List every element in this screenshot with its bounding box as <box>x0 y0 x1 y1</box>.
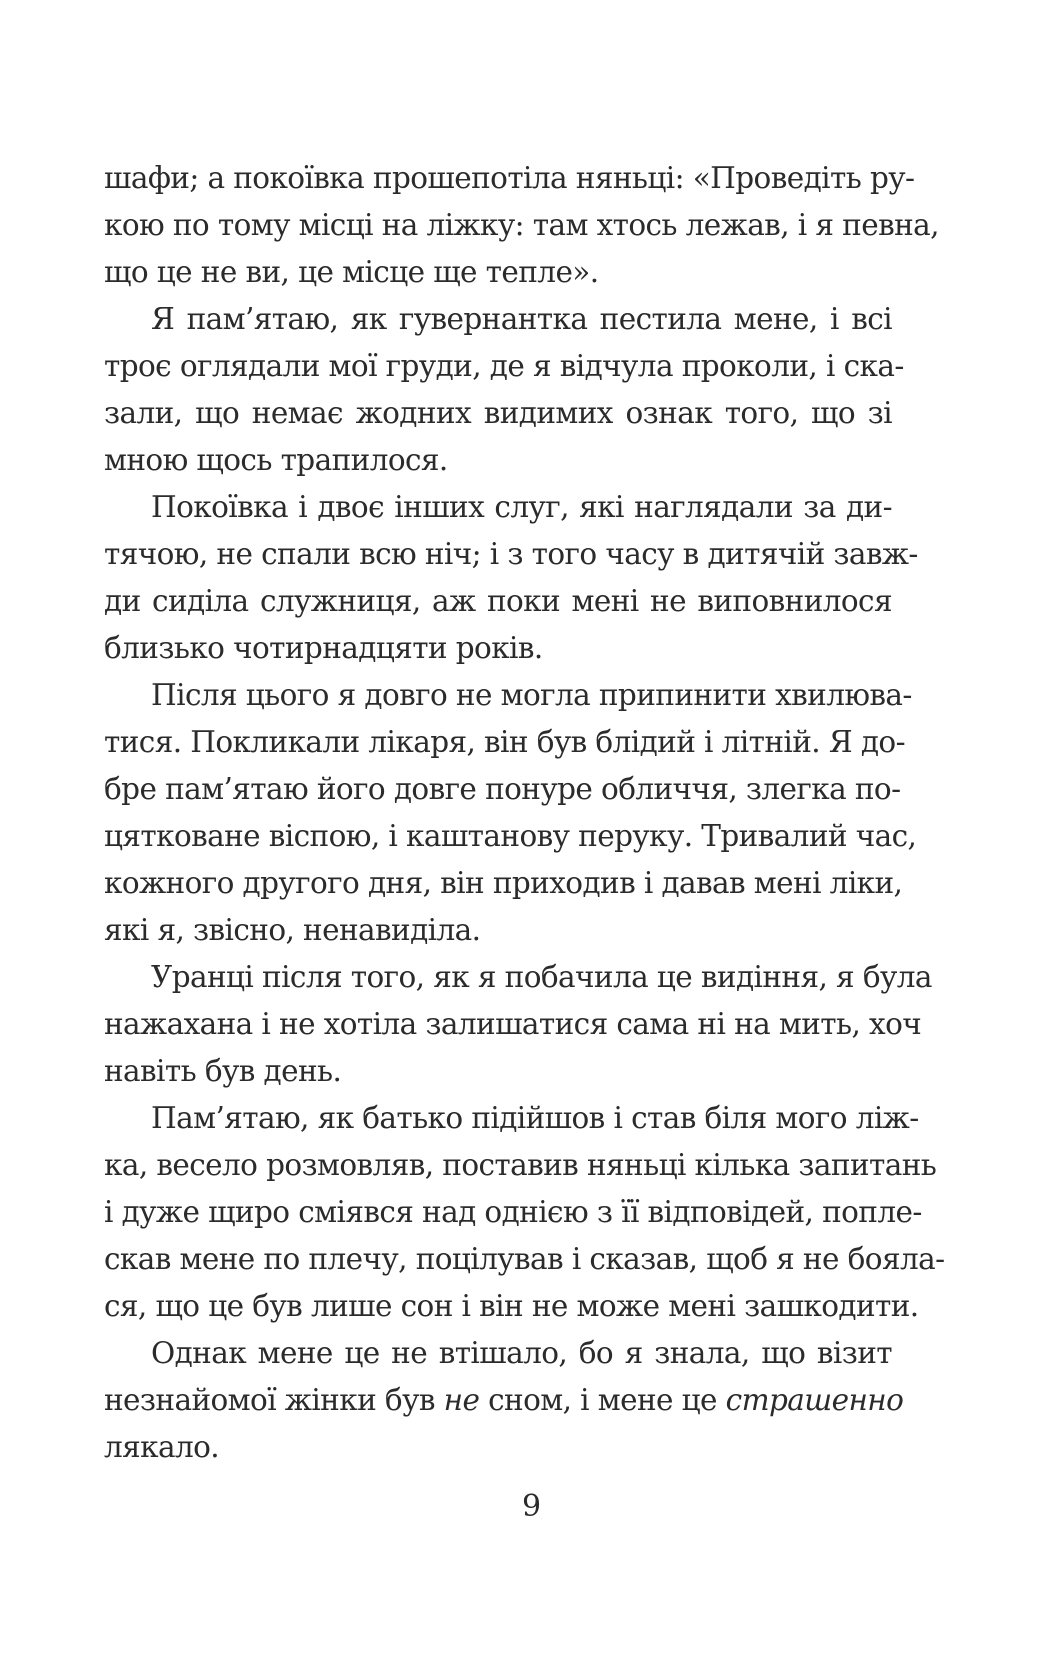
line-text: незнайомої жінки був <box>104 1383 444 1417</box>
text-line <box>104 1001 922 1048</box>
text-line <box>104 1330 892 1377</box>
line-text: Уранці після того, як я побачила це видіння, я була <box>151 960 932 994</box>
line-text: Однак мене це не втішало, бо я знала, що візит <box>151 1336 892 1370</box>
italic-text: страшенно <box>725 1383 904 1417</box>
line-text: скав мене по плечу, поцілував і сказав, щоб я не бояла- <box>104 1242 945 1276</box>
text-line <box>104 1142 937 1189</box>
line-text: кожного другого дня, він приходив і давав мені ліки, <box>104 866 903 900</box>
line-text: Після цього я довго не могла припинити хвилюва- <box>151 678 912 712</box>
line-text: троє оглядали мої груди, де я відчула проколи, і ска- <box>104 349 904 383</box>
line-text: Я пам’ятаю, як гувернантка пестила мене, і всі <box>151 302 892 336</box>
body-text <box>104 155 945 1471</box>
text-line <box>104 1189 922 1236</box>
line-text: Пам’ятаю, як батько підійшов і став біля мого ліж- <box>151 1101 919 1135</box>
text-line <box>104 1048 892 1095</box>
text-line <box>104 954 932 1001</box>
line-text: зали, що немає жодних видимих ознак того, що зі <box>104 396 892 430</box>
line-text: сном, і мене це <box>479 1383 726 1417</box>
line-text: тячою, не спали всю ніч; і з того часу в дитячій завж- <box>104 537 918 571</box>
line-text: кою по тому місці на ліжку: там хтось лежав, і я певна, <box>104 208 939 242</box>
text-line <box>104 1236 945 1283</box>
text-line <box>104 625 892 672</box>
line-text: ка, весело розмовляв, поставив няньці кілька запитань <box>104 1148 937 1182</box>
line-text: Покоївка і двоє інших слуг, які наглядали за ди- <box>151 490 892 524</box>
text-line <box>104 202 939 249</box>
text-line <box>104 907 892 954</box>
text-line <box>104 531 918 578</box>
text-line <box>104 296 892 343</box>
text-line <box>104 437 892 484</box>
line-text: близько чотирнадцяти років. <box>104 631 543 665</box>
text-line <box>104 155 915 202</box>
line-text: лякало. <box>104 1430 220 1464</box>
line-text: ди сиділа служниця, аж поки мені не виповнилося <box>104 584 892 618</box>
text-line <box>104 719 905 766</box>
text-line <box>104 1283 919 1330</box>
text-line <box>104 1424 892 1471</box>
text-line <box>104 343 904 390</box>
text-line <box>104 249 892 296</box>
line-text: цятковане віспою, і каштанову перуку. Тривалий час, <box>104 819 917 853</box>
page-number: 9 <box>521 1489 542 1524</box>
line-text: бре пам’ятаю його довге понуре обличчя, злегка по- <box>104 772 901 806</box>
line-text: ся, що це був лише сон і він не може мені зашкодити. <box>104 1289 919 1323</box>
line-text: що це не ви, це місце ще тепле». <box>104 255 599 289</box>
text-line <box>104 672 912 719</box>
text-line <box>104 860 903 907</box>
text-line <box>104 578 892 625</box>
line-text: тися. Покликали лікаря, він був блідий і літній. Я до- <box>104 725 905 759</box>
text-line <box>104 484 892 531</box>
line-text: навіть був день. <box>104 1054 342 1088</box>
line-text: шафи; а покоївка прошепотіла няньці: «Проведіть ру- <box>104 161 915 195</box>
text-line <box>104 766 901 813</box>
text-line <box>104 390 892 437</box>
text-line <box>104 813 917 860</box>
line-text: нажахана і не хотіла залишатися сама ні на мить, хоч <box>104 1007 922 1041</box>
line-text: і дуже щиро сміявся над однією з її відповідей, попле- <box>104 1195 922 1229</box>
italic-text: не <box>443 1383 480 1417</box>
text-line <box>104 1095 919 1142</box>
line-text: мною щось трапилося. <box>104 443 448 477</box>
line-text: які я, звісно, ненавиділа. <box>104 913 481 947</box>
text-line <box>104 1377 904 1424</box>
